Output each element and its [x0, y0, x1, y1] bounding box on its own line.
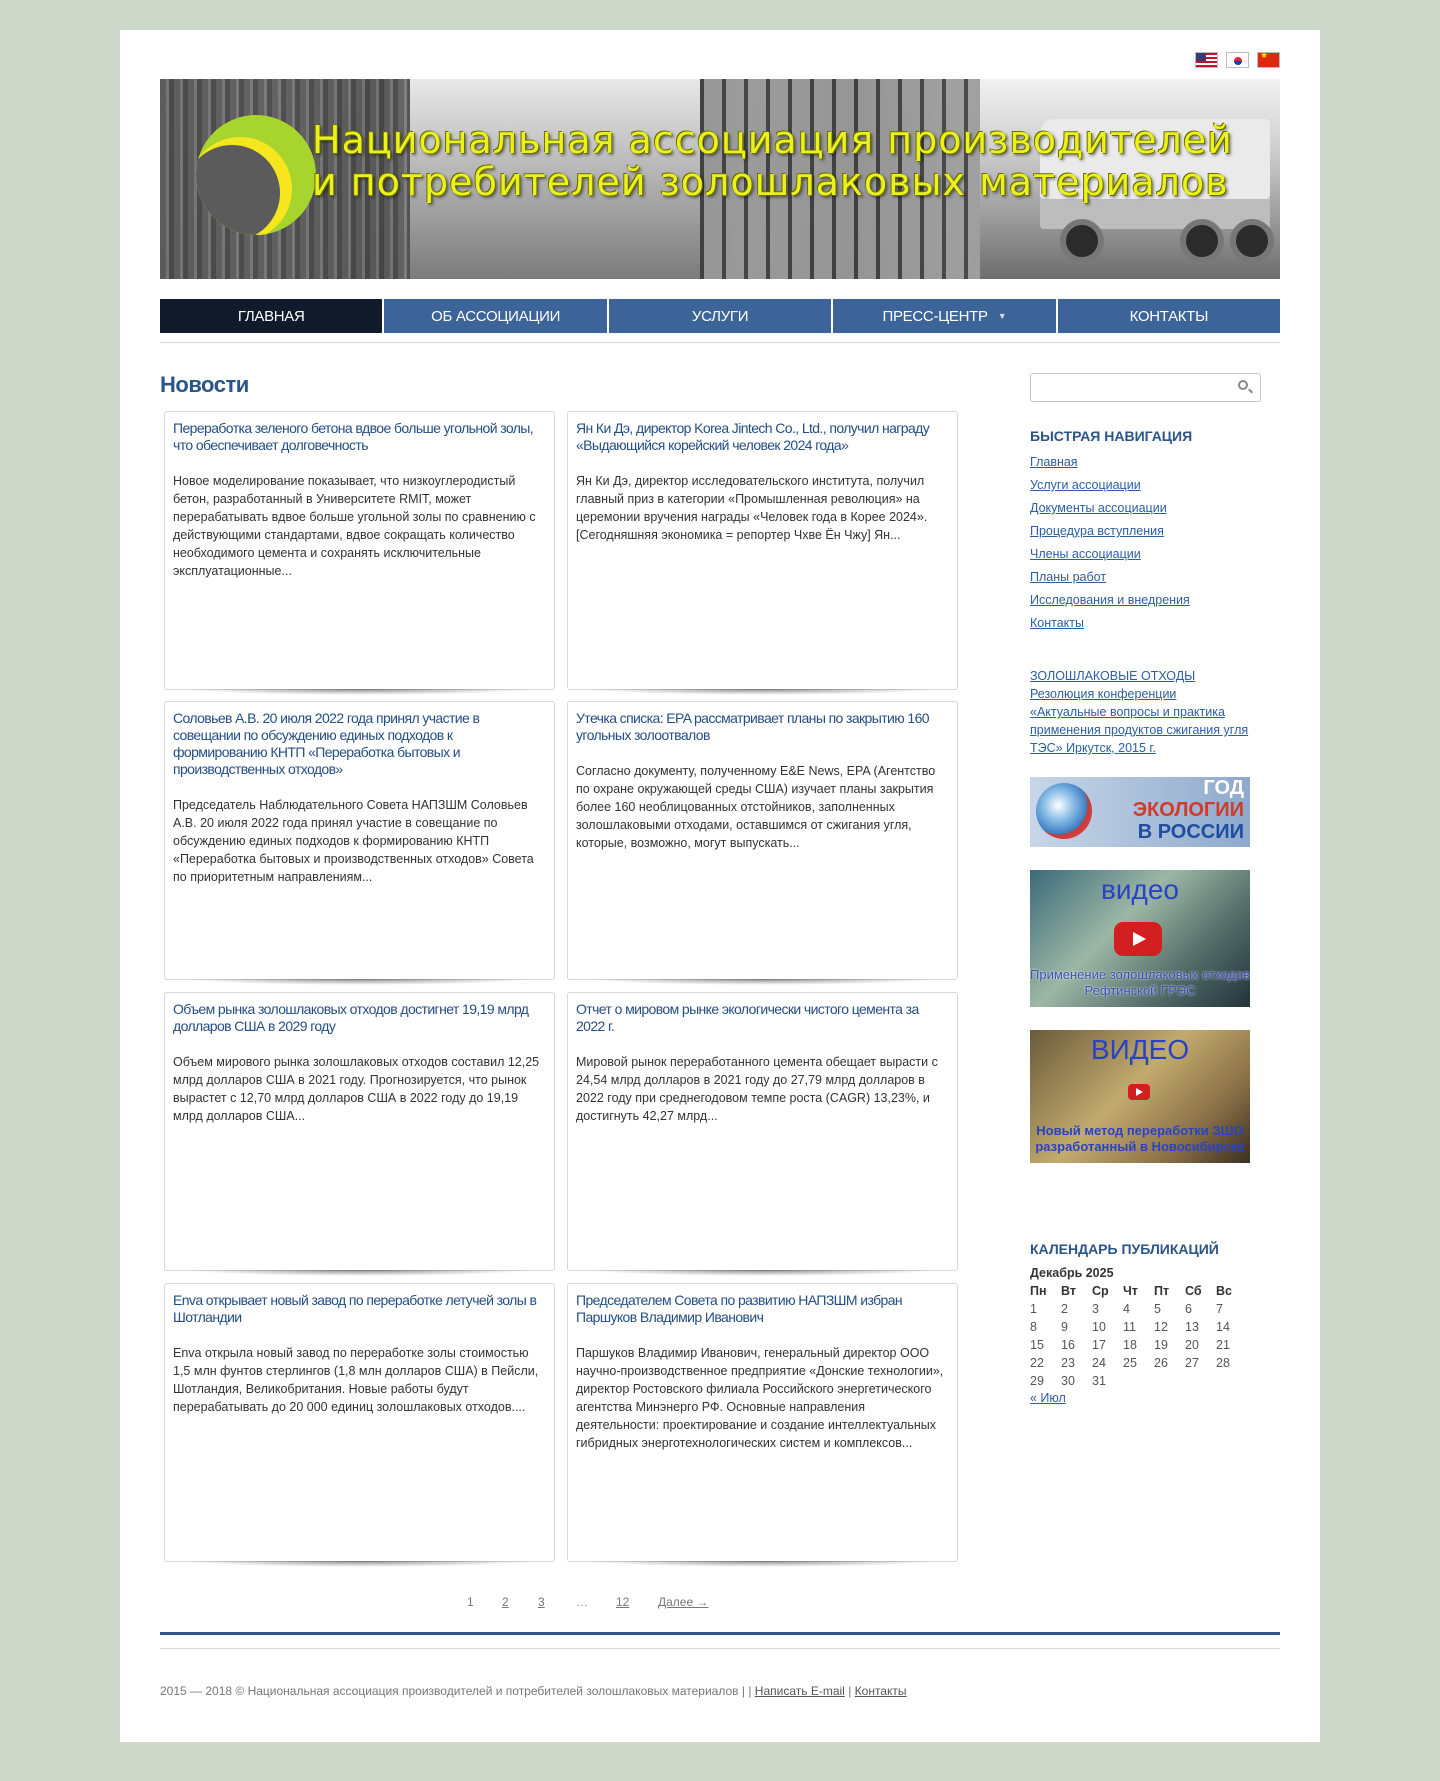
nav-services-label: УСЛУГИ — [691, 307, 749, 325]
calendar-day: 24 — [1092, 1356, 1106, 1370]
calendar-day: 4 — [1123, 1302, 1130, 1316]
nav-about[interactable] — [384, 299, 606, 333]
main-nav — [160, 299, 1280, 333]
page-title: Новости — [160, 372, 249, 397]
flag-kr-icon[interactable] — [1226, 52, 1249, 68]
news-card-excerpt: Мировой рынок переработанного цемента обещает вырасти с 24,54 млрд долларов в 2021 году до 27,79 млрд долларов в 2022 году при среднегодовом темпе роста (CAGR) 13,23%, и достигнуть 42,27 млрд... — [576, 1055, 938, 1123]
news-card — [567, 701, 958, 980]
chevron-down-icon: ▼ — [997, 311, 1007, 321]
news-card — [164, 992, 555, 1271]
calendar-day: 31 — [1092, 1374, 1106, 1388]
quick-nav-link[interactable]: Услуги ассоциации — [1030, 478, 1141, 492]
calendar-weekday: Сб — [1185, 1284, 1202, 1298]
calendar-day: 5 — [1154, 1302, 1161, 1316]
calendar-day — [1216, 1372, 1247, 1390]
quick-nav-link[interactable]: Главная — [1030, 455, 1078, 469]
calendar-weekday: Вт — [1061, 1284, 1076, 1298]
eco-year-line3: В РОССИИ — [1137, 821, 1244, 843]
search-input[interactable] — [1037, 379, 1221, 399]
banner-wheel — [1180, 219, 1224, 263]
news-card-excerpt: Ян Ки Дэ, директор исследовательского института, получил главный приз в категории «Промышленная революция» на церемонии вручения награды «Человек года в Корее 2024». [Сегодняшняя экономика = репортер Чхве Ён Чжу] Ян... — [576, 474, 928, 542]
calendar-day: 13 — [1185, 1320, 1199, 1334]
calendar-day: 15 — [1030, 1338, 1044, 1352]
news-card-excerpt: Enva открыла новый завод по переработке золы стоимостью 1,5 млн фунтов стерлингов (1,8 млн долларов США) в Пейсли, Шотландия, Великобритания. Новые работы будут перерабатывать до 20 000 единиц золошлаковых отходов.... — [173, 1346, 539, 1414]
nav-press-center-label: ПРЕСС-ЦЕНТР — [882, 307, 988, 325]
calendar-day: 8 — [1030, 1320, 1037, 1334]
footer-divider — [160, 1648, 1280, 1649]
banner-wheel — [1060, 219, 1104, 263]
calendar-day: 17 — [1092, 1338, 1106, 1352]
video-thumbnail-reftinskaya[interactable] — [1030, 870, 1250, 1007]
nav-contacts[interactable] — [1058, 299, 1280, 333]
calendar-day: 29 — [1030, 1374, 1044, 1388]
pagination-ellipsis: … — [576, 1595, 588, 1609]
calendar-day: 3 — [1092, 1302, 1099, 1316]
quick-nav-link[interactable]: Документы ассоциации — [1030, 501, 1167, 515]
calendar-day — [1154, 1372, 1185, 1390]
footer-divider — [160, 1632, 1280, 1635]
calendar-day: 25 — [1123, 1356, 1137, 1370]
calendar-weekday: Вс — [1216, 1284, 1232, 1298]
quick-nav-link[interactable]: Исследования и внедрения — [1030, 593, 1190, 607]
calendar-day: 14 — [1216, 1320, 1230, 1334]
video-caption: Новый метод переработки ЗШО разработанный в Новосибирске — [1035, 1123, 1245, 1154]
news-card — [567, 992, 958, 1271]
calendar-day — [1123, 1372, 1154, 1390]
pagination-next[interactable]: Далее → — [658, 1595, 709, 1609]
news-card-title[interactable]: Председателем Совета по развитию НАПЗШМ избран Паршуков Владимир Иванович — [576, 1292, 903, 1325]
news-card-title[interactable]: Переработка зеленого бетона вдвое больше угольной золы, что обеспечивает долговечность — [173, 420, 534, 453]
video-caption: Применение золошлаковых отходов Рефтинской ГРЭС — [1030, 967, 1250, 998]
calendar-day: 16 — [1061, 1338, 1075, 1352]
calendar-day: 12 — [1154, 1320, 1168, 1334]
news-card-excerpt: Паршуков Владимир Иванович, генеральный директор ООО научно-производственное предприятие «Донские технологии», директор Ростовского филиала Российского энергетического агентства Минэнерго РФ. Основные направления деятельности: проектирование и создание интеллектуальных гибридных энерготехнологических систем и комплексов... — [576, 1346, 944, 1450]
calendar-day: 2 — [1061, 1302, 1068, 1316]
divider — [160, 342, 1280, 343]
news-card-title[interactable]: Объем рынка золошлаковых отходов достигнет 19,19 млрд долларов США в 2029 году — [173, 1001, 529, 1034]
eco-year-text — [1133, 777, 1244, 843]
search-icon[interactable] — [1238, 380, 1248, 390]
calendar-day: 19 — [1154, 1338, 1168, 1352]
footer-copyright: 2015 — 2018 © Национальная ассоциация производителей и потребителей золошлаковых материалов | | — [160, 1684, 752, 1698]
footer-separator: | — [848, 1684, 852, 1698]
video-label: ВИДЕО — [1090, 1034, 1190, 1065]
quick-nav-link[interactable]: Контакты — [1030, 616, 1084, 630]
news-card-excerpt: Объем мирового рынка золошлаковых отходов составил 12,25 млрд долларов США в 2021 году. Прогнозируется, что рынок вырастет с 12,70 млрд долларов США в 2022 году до 19,19 млрд долларов США... — [173, 1055, 540, 1123]
calendar-weekday: Пн — [1030, 1284, 1047, 1298]
news-card-excerpt: Новое моделирование показывает, что низкоуглеродистый бетон, разработанный в Университете RMIT, может перерабатывать вдвое больше угольной золы по сравнению с действующими стандартами, вдвое сокращать количество необходимого цемента и сохранять исключительные эксплуатационные... — [173, 474, 536, 578]
news-card — [164, 1283, 555, 1562]
nav-home[interactable] — [160, 299, 382, 333]
quick-nav-link[interactable]: Члены ассоциации — [1030, 547, 1141, 561]
calendar-table — [1030, 1282, 1247, 1390]
calendar-day: 26 — [1154, 1356, 1168, 1370]
page — [120, 30, 1320, 1742]
eco-year-banner[interactable] — [1030, 777, 1250, 847]
news-card — [567, 1283, 958, 1562]
calendar-weekday: Ср — [1092, 1284, 1109, 1298]
nav-press-center[interactable] — [833, 299, 1055, 333]
pagination-page[interactable]: 12 — [616, 1595, 630, 1609]
footer-contacts-link[interactable]: Контакты — [854, 1684, 907, 1698]
site-title — [312, 119, 1272, 203]
calendar-day: 10 — [1092, 1320, 1106, 1334]
association-logo-icon — [196, 115, 316, 235]
flag-cn-icon[interactable] — [1257, 52, 1280, 68]
site-title-line1: Национальная ассоциация производителей — [312, 118, 1233, 162]
nav-home-label: ГЛАВНАЯ — [237, 307, 305, 325]
banner-wheel — [1230, 219, 1274, 263]
pagination-current: 1 — [467, 1595, 474, 1609]
pagination-page[interactable]: 3 — [538, 1595, 545, 1609]
calendar-day: 20 — [1185, 1338, 1199, 1352]
news-card-excerpt: Согласно документу, полученному E&E News, EPA (Агентство по охране окружающей среды США) изучает планы закрытия более 160 необлицованных отстойников, заполненных золошлаковыми отходами, оставшимся от сжигания угля, которые, возможно, могут выпускать... — [576, 764, 936, 850]
resolution-link[interactable]: Резолюция конференции «Актуальные вопросы и практика применения продуктов сжигания угля ТЭС» Иркутск, 2015 г. — [1030, 687, 1249, 755]
calendar-day: 7 — [1216, 1302, 1223, 1316]
search-box — [1030, 373, 1261, 402]
nav-services[interactable] — [609, 299, 831, 333]
eco-year-logo-icon — [1036, 783, 1092, 839]
play-icon[interactable] — [1128, 1084, 1150, 1100]
header-banner[interactable] — [160, 79, 1280, 279]
calendar-title: КАЛЕНДАРЬ ПУБЛИКАЦИЙ — [1030, 1241, 1219, 1257]
calendar-caption: Декабрь 2025 — [1030, 1266, 1114, 1280]
quick-nav — [1030, 451, 1190, 635]
calendar-day: 6 — [1185, 1302, 1192, 1316]
site-title-line2: и потребителей золошлаковых материалов — [312, 160, 1229, 204]
video-thumbnail-novosibirsk[interactable] — [1030, 1030, 1250, 1163]
news-card-title[interactable]: Enva открывает новый завод по переработке летучей золы в Шотландии — [173, 1292, 537, 1325]
pagination-page[interactable]: 2 — [502, 1595, 509, 1609]
calendar-day: 1 — [1030, 1302, 1037, 1316]
news-card-title[interactable]: Отчет о мировом рынке экологически чистого цемента за 2022 г. — [576, 1001, 919, 1034]
news-card — [567, 411, 958, 690]
nav-contacts-label: КОНТАКТЫ — [1129, 307, 1209, 325]
news-card-excerpt: Председатель Наблюдательного Совета НАПЗШМ Соловьев А.В. 20 июля 2022 года принял участие в совещание по обсуждению единых подходов к формированию КНТП «Переработка бытовых и производственных отходов» Совета по приоритетным направлениям... — [173, 798, 534, 884]
calendar — [1030, 1266, 1247, 1405]
news-card-title[interactable]: Соловьев А.В. 20 июля 2022 года принял участие в совещании по обсуждению единых подходов к формированию КНТП «Переработка бытовых и производственных отходов» — [173, 710, 480, 777]
calendar-day: 22 — [1030, 1356, 1044, 1370]
calendar-day: 28 — [1216, 1356, 1230, 1370]
nav-about-label: ОБ АССОЦИАЦИИ — [431, 307, 561, 325]
quick-nav-link[interactable]: Планы работ — [1030, 570, 1107, 584]
eco-year-line1: ГОД — [1203, 777, 1244, 799]
flag-us-icon[interactable] — [1195, 52, 1218, 68]
news-card — [164, 701, 555, 980]
quick-nav-link[interactable]: Процедура вступления — [1030, 524, 1164, 538]
calendar-day: 23 — [1061, 1356, 1075, 1370]
quick-nav-title: БЫСТРАЯ НАВИГАЦИЯ — [1030, 428, 1193, 444]
waste-link[interactable]: ЗОЛОШЛАКОВЫЕ ОТХОДЫ — [1030, 669, 1196, 683]
calendar-day: 27 — [1185, 1356, 1199, 1370]
news-card — [164, 411, 555, 690]
calendar-day — [1185, 1372, 1216, 1390]
play-icon[interactable] — [1114, 922, 1162, 956]
video-label: видео — [1101, 874, 1179, 905]
news-card-title[interactable]: Ян Ки Дэ, директор Korea Jintech Co., Ltd., получил награду «Выдающийся корейский человек 2024 года» — [576, 420, 930, 453]
calendar-day: 21 — [1216, 1338, 1230, 1352]
calendar-day: 9 — [1061, 1320, 1068, 1334]
calendar-day: 30 — [1061, 1374, 1075, 1388]
footer-email-link[interactable]: Написать E-mail — [754, 1684, 845, 1698]
language-flags — [1195, 52, 1280, 68]
waste-links — [1030, 667, 1250, 757]
footer — [160, 1684, 907, 1698]
calendar-weekday: Чт — [1123, 1284, 1138, 1298]
calendar-day: 11 — [1123, 1320, 1136, 1334]
news-card-title[interactable]: Утечка списка: EPA рассматривает планы по закрытию 160 угольных золоотвалов — [576, 710, 929, 743]
calendar-day: 18 — [1123, 1338, 1137, 1352]
calendar-weekday: Пт — [1154, 1284, 1170, 1298]
calendar-prev-month-link[interactable]: « Июл — [1030, 1391, 1066, 1405]
eco-year-line2: ЭКОЛОГИИ — [1132, 799, 1244, 821]
